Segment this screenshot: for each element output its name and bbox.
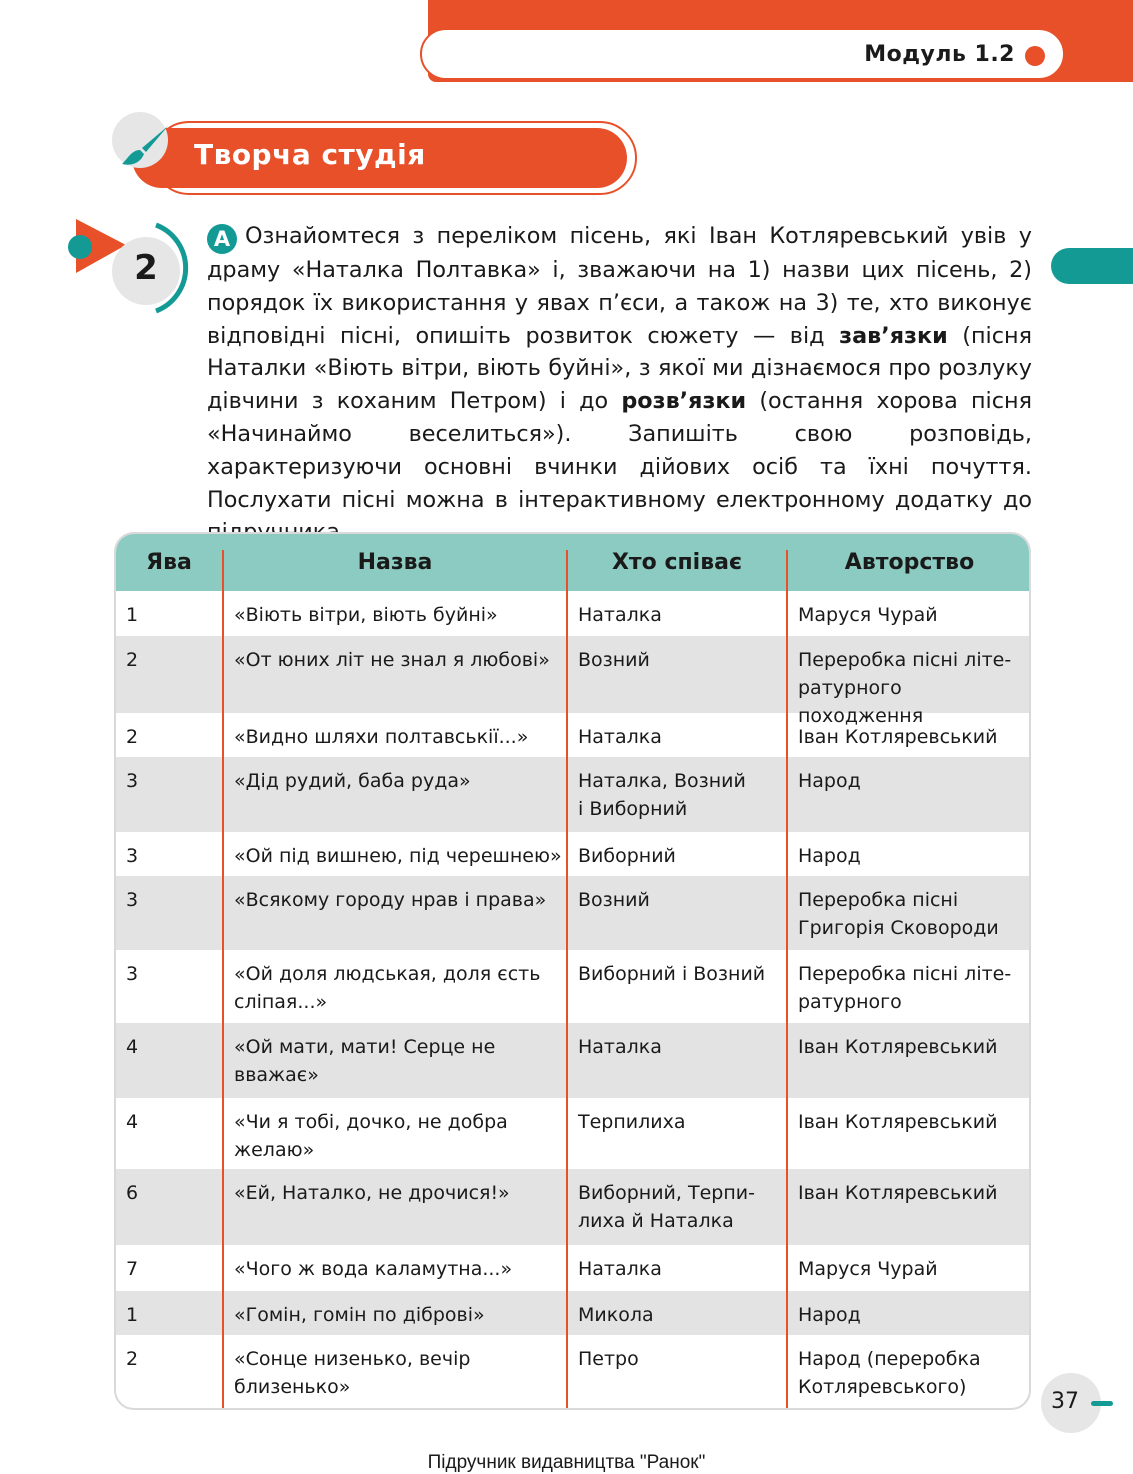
table-row	[116, 832, 1029, 876]
cell-yava: 3	[126, 889, 139, 911]
table-row	[116, 636, 1029, 727]
cell-title: «Ой під вишнею, під черешнею»	[234, 845, 562, 867]
cell-title: «Дід рудий, баба руда»	[234, 770, 471, 792]
table-header	[116, 534, 1029, 591]
cell-singer: Виборний і Возний	[578, 963, 766, 985]
cell-yava: 6	[126, 1182, 139, 1204]
cell-author: Іван Котляревський	[798, 1111, 998, 1133]
header-cell-author: Авторство	[844, 550, 975, 575]
task-bold-2: розв’язки	[621, 388, 747, 415]
task-text-part-3: (остання хорова пісня «Начинаймо веселиться»). Запишіть свою розповідь, характеризуючи основні вчинки дійових осіб та їхні почуття. Послухати пісні можна в інтерактивному електронному додатку до	[207, 388, 1032, 513]
header-cell-singer: Хто співає	[611, 550, 743, 575]
task-badge: A	[207, 224, 237, 254]
task-text-part-2: (пісня Наталки «Віють вітри, віють буйні», з якої ми дізнаємося про розлуку дівчини з коханим Петром) і до	[207, 322, 1033, 415]
cell-singer: Возний	[578, 889, 650, 911]
table-row	[116, 1023, 1029, 1098]
table-row	[116, 950, 1029, 1023]
cell-title: «Чи я тобі, дочко, не добра желаю»	[234, 1111, 508, 1161]
header-cell-yava: Ява	[146, 550, 192, 575]
column-divider	[222, 550, 224, 1410]
module-label: Модуль 1.2	[864, 42, 1015, 67]
task-bold-1: зав’язки	[839, 322, 948, 349]
task-number-marker	[66, 215, 206, 325]
footer-publisher: Підручник видавництва "Ранок"	[427, 1452, 706, 1473]
table-row	[116, 1335, 1029, 1410]
cell-title: «Віють вітри, віють буйні»	[234, 604, 498, 626]
module-dot	[1025, 46, 1045, 66]
side-tab	[1051, 248, 1133, 284]
cell-author: Переробка пісні літе- ратурного походження	[798, 649, 1012, 727]
cell-singer: Наталка	[578, 1258, 662, 1280]
cell-singer: Петро	[578, 1348, 639, 1370]
table-row	[116, 1098, 1029, 1169]
cell-author: Народ (переробка Котляревського)	[798, 1348, 981, 1398]
cell-yava: 4	[126, 1036, 139, 1058]
column-divider	[566, 550, 568, 1410]
cell-title: «Чого ж вода каламутна...»	[234, 1258, 513, 1280]
table-row	[116, 757, 1029, 832]
cell-author: Народ	[798, 845, 861, 867]
cell-title: «Видно шляхи полтавськії...»	[234, 726, 529, 748]
cell-singer: Наталка	[578, 1036, 662, 1058]
cell-yava: 3	[126, 770, 139, 792]
section-title: Творча студія	[194, 138, 426, 171]
cell-author: Народ	[798, 1304, 861, 1326]
column-divider	[786, 550, 788, 1410]
cell-author: Іван Котляревський	[798, 1036, 998, 1058]
cell-title: «Ой доля людськая, доля єсть сліпая...»	[234, 963, 541, 1013]
table-row	[116, 1169, 1029, 1245]
cell-singer: Наталка	[578, 604, 662, 626]
cell-title: «Ей, Наталко, не дрочися!»	[234, 1182, 510, 1204]
cell-singer: Наталка	[578, 726, 662, 748]
cell-yava: 3	[126, 845, 139, 867]
page-number: 37	[1051, 1389, 1079, 1414]
section-heading	[112, 112, 642, 202]
cell-singer: Терпилиха	[578, 1111, 686, 1133]
cell-singer: Микола	[578, 1304, 654, 1326]
table-row	[116, 1291, 1029, 1335]
cell-yava: 1	[126, 604, 139, 626]
cell-singer: Виборний	[578, 845, 676, 867]
cell-author: Переробка пісні літе- ратурного	[798, 963, 1012, 1013]
cell-singer: Наталка, Возний і Виборний	[578, 770, 746, 820]
cell-singer: Виборний, Терпи- лиха й Наталка	[578, 1182, 755, 1232]
cell-author: Маруся Чурай	[798, 604, 938, 626]
task-text-part-1: Ознайомтеся з переліком пісень, які Іван Котляревський увів у драму «Наталка Полтавка» і, зважаючи на 1) назви цих пісень, 2) порядок їх використання у явах п’єси, а також на 3) те, хто виконує відповідні пісні, опишіть розвиток сюжету — від	[207, 223, 1032, 349]
cell-title: «От юних літ не знал я любові»	[234, 649, 550, 671]
cell-yava: 1	[126, 1304, 139, 1326]
cell-singer: Возний	[578, 649, 650, 671]
table-row	[116, 876, 1029, 950]
brush-icon	[116, 118, 176, 178]
cell-yava: 4	[126, 1111, 139, 1133]
cell-yava: 2	[126, 1348, 139, 1370]
task-text	[207, 220, 1032, 549]
cell-author: Народ	[798, 770, 861, 792]
table-row	[116, 591, 1029, 636]
cell-author: Маруся Чурай	[798, 1258, 938, 1280]
cell-author: Іван Котляревський	[798, 1182, 998, 1204]
header-cell-title: Назва	[357, 550, 433, 575]
page-number-dash	[1091, 1401, 1113, 1406]
cell-yava: 2	[126, 726, 139, 748]
table-row	[116, 1245, 1029, 1291]
cell-author: Іван Котляревський	[798, 726, 998, 748]
cell-title: «Ой мати, мати! Серце не вважає»	[234, 1036, 496, 1086]
task-number: 2	[134, 248, 158, 288]
cell-yava: 3	[126, 963, 139, 985]
cell-author: Переробка пісні Григорія Сковороди	[798, 889, 999, 939]
songs-table	[114, 532, 1031, 1410]
module-indicator	[420, 28, 1065, 80]
cell-title: «Гомін, гомін по діброві»	[234, 1304, 485, 1326]
cell-yava: 2	[126, 649, 139, 671]
cell-title: «Сонце низенько, вечір близенько»	[234, 1348, 471, 1398]
table-row	[116, 713, 1029, 757]
cell-title: «Всякому городу нрав і права»	[234, 889, 547, 911]
cell-yava: 7	[126, 1258, 139, 1280]
